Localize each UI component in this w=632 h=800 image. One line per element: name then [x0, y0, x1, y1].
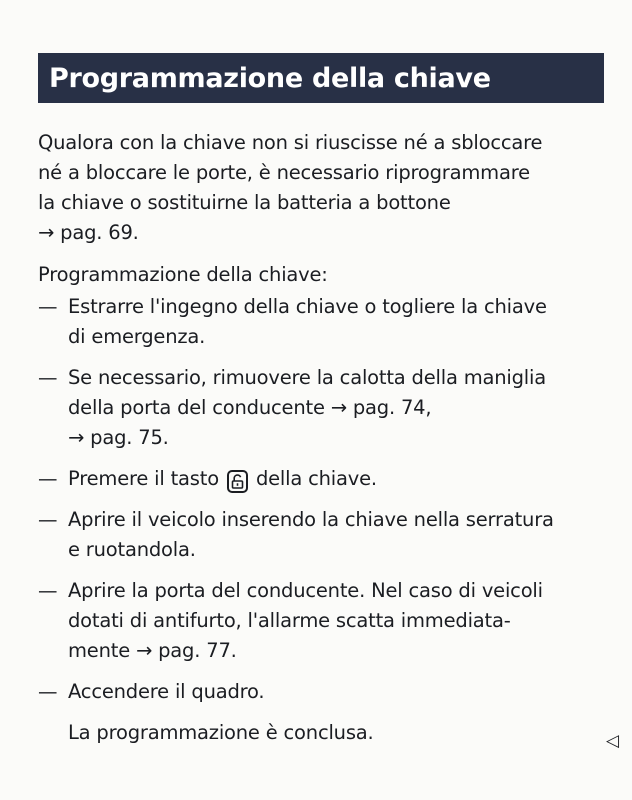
step-line: Aprire il veicolo inserendo la chiave nella serratura: [68, 508, 554, 531]
step-item: [38, 505, 604, 565]
step-line: della porta del conducente → pag. 74,: [68, 396, 432, 419]
bullet-dash: —: [38, 366, 58, 389]
step-item: [38, 464, 604, 494]
section-title: Programmazione della chiave: [49, 62, 491, 94]
step-line: → pag. 75.: [68, 426, 169, 449]
end-of-section-icon: ◁: [606, 731, 620, 751]
step-line: dotati di antifurto, l'allarme scatta immediata-: [68, 609, 511, 632]
bullet-dash: —: [38, 295, 58, 318]
page-reference: → pag. 69.: [38, 221, 139, 244]
intro-paragraph: [38, 128, 604, 248]
intro-line: la chiave o sostituirne la batteria a bottone: [38, 191, 451, 214]
step-line: di emergenza.: [68, 325, 206, 348]
bullet-dash: —: [38, 680, 58, 703]
step-item: [38, 677, 604, 707]
step-line: Aprire la porta del conducente. Nel caso di veicoli: [68, 579, 543, 602]
step-item: [38, 292, 604, 352]
step-line: [68, 464, 604, 494]
step-text: Premere il tasto: [68, 467, 219, 490]
unlock-icon: [227, 470, 248, 493]
steps-heading: Programmazione della chiave:: [38, 263, 328, 286]
step-line: Estrarre l'ingegno della chiave o togliere la chiave: [68, 295, 547, 318]
conclusion-text: La programmazione è conclusa.: [68, 721, 374, 744]
step-text: della chiave.: [255, 467, 377, 490]
intro-line: Qualora con la chiave non si riuscisse né a sbloccare: [38, 131, 543, 154]
intro-line: né a bloccare le porte, è necessario riprogrammare: [38, 161, 530, 184]
bullet-dash: —: [38, 579, 58, 602]
body-text: [38, 128, 604, 748]
step-item: [38, 576, 604, 666]
bullet-dash: —: [38, 508, 58, 531]
section-title-bar: [38, 53, 604, 103]
step-line: Se necessario, rimuovere la calotta della maniglia: [68, 366, 546, 389]
step-line: mente → pag. 77.: [68, 639, 237, 662]
step-line: e ruotandola.: [68, 538, 196, 561]
step-item: [38, 363, 604, 453]
step-line: Accendere il quadro.: [68, 680, 265, 703]
bullet-dash: —: [38, 467, 58, 490]
